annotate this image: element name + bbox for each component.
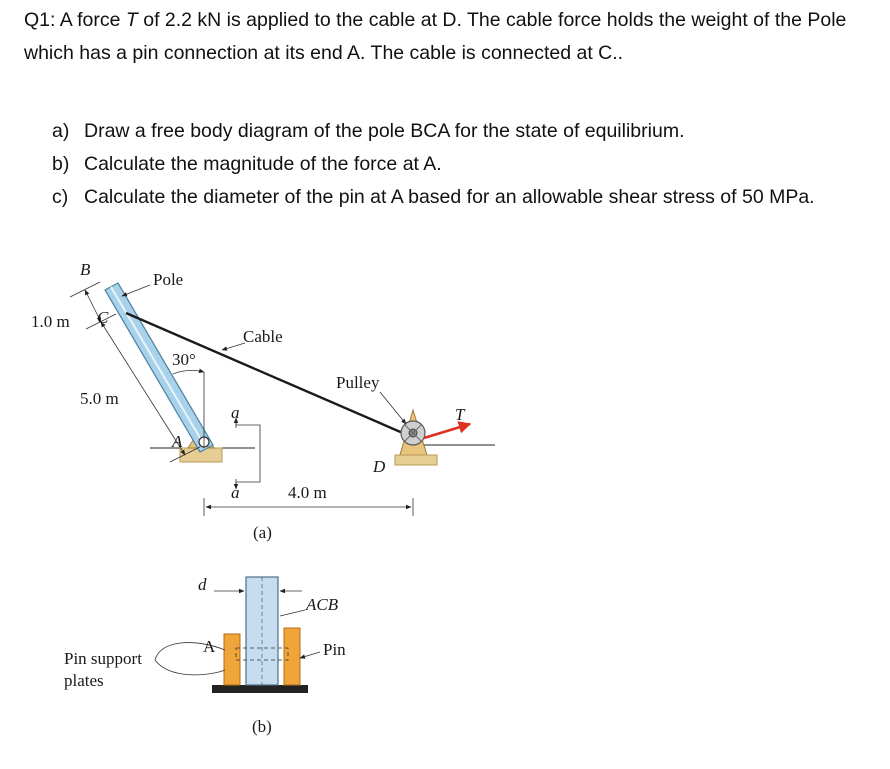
force-t-arrow xyxy=(424,424,470,438)
acb-leader xyxy=(280,610,305,616)
label-d: D xyxy=(373,457,386,476)
part-b-text: Calculate the magnitude of the force at A. xyxy=(84,153,442,175)
section-line xyxy=(236,420,260,487)
cable-leader xyxy=(222,343,245,350)
figure-b xyxy=(64,575,346,736)
force-symbol: T xyxy=(125,9,138,31)
part-a-text: Draw a free body diagram of the pole BCA for the state of equilibrium. xyxy=(84,120,685,142)
label-section-bottom: a xyxy=(231,483,240,502)
label-pin: Pin xyxy=(323,640,346,659)
base-plate xyxy=(212,685,308,693)
label-t: T xyxy=(455,405,465,424)
label-dim-horizontal: 4.0 m xyxy=(288,483,327,502)
pulley-base xyxy=(395,455,437,465)
part-b xyxy=(52,148,872,181)
part-a xyxy=(52,115,872,148)
caption-b: (b) xyxy=(252,717,272,736)
part-c xyxy=(52,181,872,214)
caption-a: (a) xyxy=(253,523,272,542)
part-b-label: b) xyxy=(52,153,70,175)
label-angle: 30° xyxy=(172,350,196,369)
label-c: C xyxy=(97,308,109,327)
support-plate-right xyxy=(284,628,300,685)
pole-leader xyxy=(122,285,150,296)
label-pulley: Pulley xyxy=(336,373,380,392)
label-section-top: a xyxy=(231,403,240,422)
label-d-b: d xyxy=(198,575,207,594)
pin-leader xyxy=(300,652,320,658)
label-dim-bc: 1.0 m xyxy=(31,312,70,331)
figure-a xyxy=(31,260,495,542)
angle-arc xyxy=(173,370,204,374)
label-cable: Cable xyxy=(243,327,283,346)
label-pin-support: Pin support xyxy=(64,649,142,668)
pin-support-leader-2 xyxy=(155,660,225,675)
label-pole: Pole xyxy=(153,270,184,289)
label-plates: plates xyxy=(64,671,104,690)
question-parts xyxy=(52,115,872,214)
pole-cable-figure xyxy=(0,250,890,769)
question-intro-text: Q1: A force T of 2.2 kN is applied to the cable at D. The cable force holds the weight of the Pole which has a pin connection at its end A. The cable is connected at C.. xyxy=(24,9,847,64)
part-c-text: Calculate the diameter of the pin at A based for an allowable shear stress of 50 MPa. xyxy=(84,186,815,208)
label-a: A xyxy=(172,432,183,451)
label-a-b: A xyxy=(203,637,216,656)
support-plate-left xyxy=(224,634,240,685)
part-c-label: c) xyxy=(52,186,69,208)
pulley-leader xyxy=(380,392,406,424)
part-a-label: a) xyxy=(52,120,70,142)
label-dim-ca: 5.0 m xyxy=(80,389,119,408)
label-acb: ACB xyxy=(306,595,339,614)
label-b: B xyxy=(80,260,91,279)
question-intro xyxy=(24,4,874,70)
